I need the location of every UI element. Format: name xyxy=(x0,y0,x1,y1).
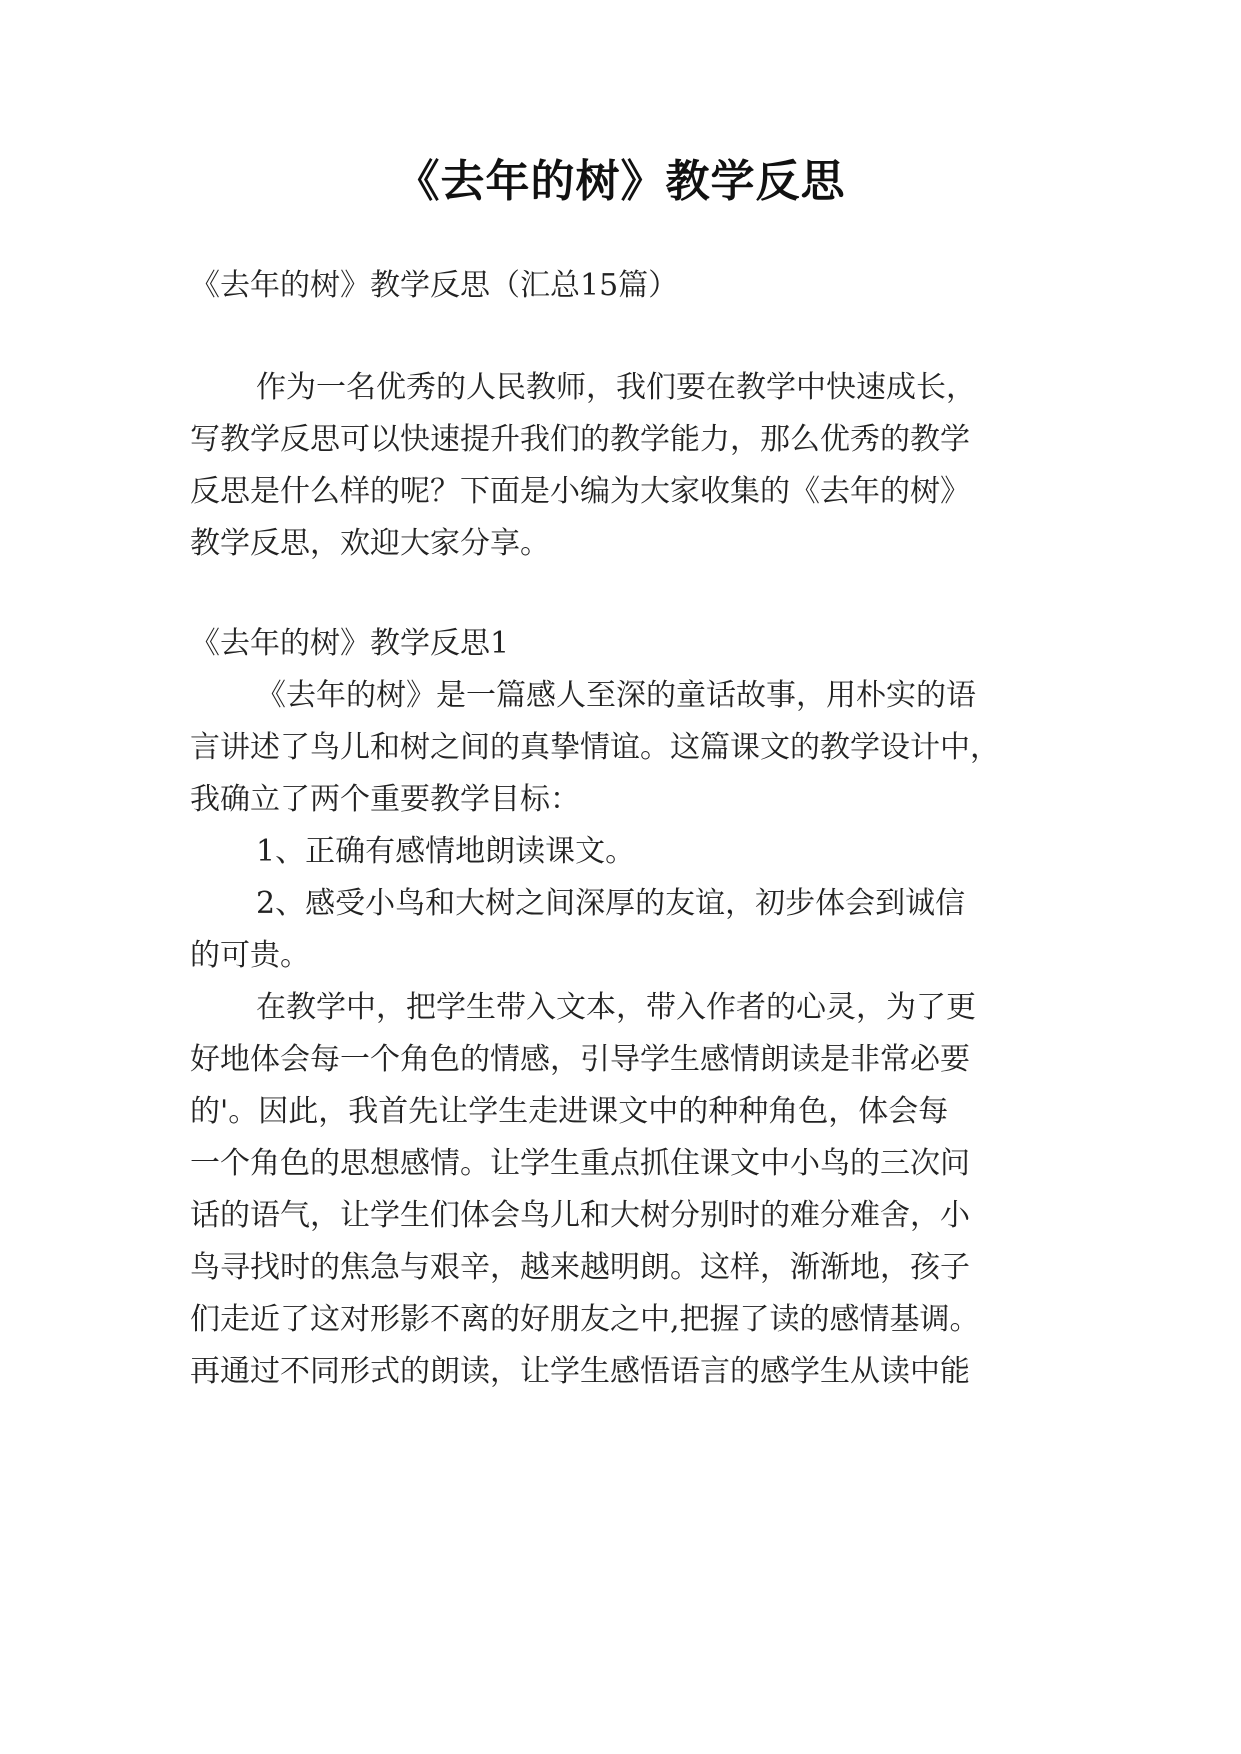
intro-line-1: 作为一名优秀的人民教师，我们要在教学中快速成长， xyxy=(256,370,976,405)
body-line-11: 话的语气，让学生们体会鸟儿和大树分别时的难分难舍，小 xyxy=(190,1198,970,1233)
body-line-5: 2、感受小鸟和大树之间深厚的友谊，初步体会到诚信 xyxy=(256,886,966,921)
document-title: 《去年的树》教学反思 xyxy=(395,156,846,207)
body-line-6: 的可贵。 xyxy=(190,938,310,973)
section-heading-1: 《去年的树》教学反思1 xyxy=(190,626,510,661)
body-line-8: 好地体会每一个角色的情感，引导学生感情朗读是非常必要 xyxy=(190,1042,970,1077)
intro-line-2: 写教学反思可以快速提升我们的教学能力，那么优秀的教学 xyxy=(190,422,970,457)
body-line-13: 们走近了这对形影不离的好朋友之中,把握了读的感情基调。 xyxy=(190,1302,980,1337)
body-line-12: 鸟寻找时的焦急与艰辛，越来越明朗。这样，渐渐地，孩子 xyxy=(190,1250,970,1285)
body-line-4: 1、正确有感情地朗读课文。 xyxy=(256,834,636,869)
body-line-14: 再通过不同形式的朗读，让学生感悟语言的感学生从读中能 xyxy=(190,1354,970,1389)
intro-line-4: 教学反思，欢迎大家分享。 xyxy=(190,526,550,561)
body-line-3: 我确立了两个重要教学目标： xyxy=(190,782,580,817)
body-line-2: 言讲述了鸟儿和树之间的真挚情谊。这篇课文的教学设计中， xyxy=(190,730,1000,765)
body-line-7: 在教学中，把学生带入文本，带入作者的心灵，为了更 xyxy=(256,990,976,1025)
document-subtitle: 《去年的树》教学反思（汇总15篇） xyxy=(190,268,679,303)
body-line-9: 的'。因此，我首先让学生走进课文中的种种角色，体会每 xyxy=(190,1094,949,1129)
intro-line-3: 反思是什么样的呢？下面是小编为大家收集的《去年的树》 xyxy=(190,474,970,509)
body-line-10: 一个角色的思想感情。让学生重点抓住课文中小鸟的三次问 xyxy=(190,1146,970,1181)
body-line-1: 《去年的树》是一篇感人至深的童话故事，用朴实的语 xyxy=(256,678,976,713)
